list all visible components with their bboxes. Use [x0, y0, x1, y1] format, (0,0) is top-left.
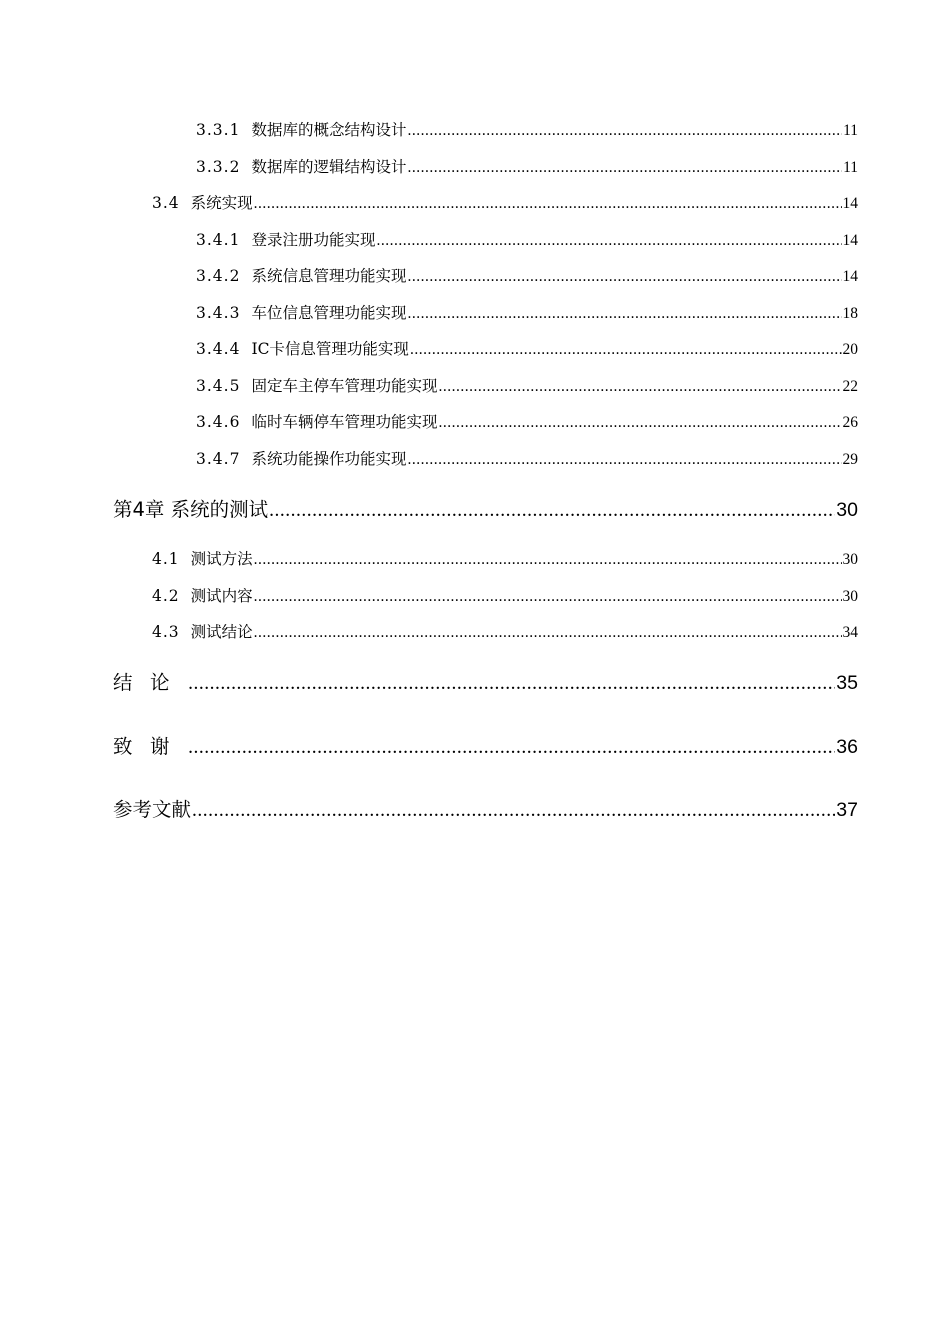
toc-entry-number: 3.4	[152, 194, 180, 212]
toc-entry-4-2[interactable]	[0, 584, 858, 606]
toc-entry-number: 3.4.2	[196, 267, 241, 285]
toc-dot-leader	[254, 195, 842, 213]
toc-dot-leader	[192, 800, 835, 822]
toc-entry-3-4-1[interactable]	[0, 228, 858, 250]
toc-entry-3-4-6[interactable]	[0, 410, 858, 432]
toc-entry-title: 固定车主停车管理功能实现	[251, 377, 438, 395]
toc-entry-number: 3.3.2	[196, 158, 241, 176]
toc-entry-3-4-7[interactable]	[0, 447, 858, 469]
toc-entry-3-4-4[interactable]	[0, 337, 858, 359]
toc-entry-conclusion[interactable]	[0, 667, 858, 695]
toc-entry-title: 结论	[113, 671, 188, 694]
toc-page-number: 11	[843, 122, 858, 139]
toc-entry-title: IC卡信息管理功能实现	[251, 340, 409, 358]
toc-entry-title: 系统信息管理功能实现	[251, 267, 407, 285]
toc-entry-number: 3.3.1	[196, 121, 241, 139]
toc-dot-leader	[407, 268, 841, 286]
toc-entry-4-3[interactable]	[0, 620, 858, 642]
toc-entry-number: 3.4.1	[196, 231, 241, 249]
toc-page-number: 14	[842, 268, 858, 285]
toc-dot-leader	[269, 500, 835, 522]
toc-page-number: 30	[836, 499, 858, 521]
toc-dot-leader	[254, 551, 842, 569]
toc-dot-leader	[438, 378, 841, 396]
toc-entry-number: 3.4.3	[196, 304, 241, 322]
toc-entry-title: 第4章 系统的测试	[113, 498, 269, 521]
toc-page-number: 34	[842, 624, 858, 641]
toc-entry-title: 数据库的逻辑结构设计	[251, 158, 407, 176]
toc-dot-leader	[254, 588, 842, 606]
toc-entry-title: 测试结论	[190, 623, 253, 641]
toc-dot-leader	[188, 673, 835, 695]
toc-entry-title: 致谢	[113, 735, 188, 758]
toc-entry-title: 系统功能操作功能实现	[251, 450, 407, 468]
toc-page-number: 26	[842, 414, 858, 431]
toc-entry-title: 车位信息管理功能实现	[251, 304, 407, 322]
toc-page-number: 18	[842, 305, 858, 322]
toc-entry-number: 3.4.7	[196, 450, 241, 468]
toc-dot-leader	[376, 232, 841, 250]
toc-entry-4-1[interactable]	[0, 547, 858, 569]
toc-page-number: 36	[836, 736, 858, 758]
toc-page-number: 20	[842, 341, 858, 358]
toc-entry-3-3-2[interactable]	[0, 155, 858, 177]
toc-entry-number: 4.2	[152, 587, 180, 605]
toc-dot-leader	[188, 737, 835, 759]
toc-entry-acknowledgements[interactable]	[0, 731, 858, 759]
toc-entry-3-4-3[interactable]	[0, 301, 858, 323]
toc-dot-leader	[410, 341, 842, 359]
toc-page-number: 29	[842, 451, 858, 468]
toc-dot-leader	[407, 451, 841, 469]
toc-page-number: 37	[836, 799, 858, 821]
toc-entry-title: 临时车辆停车管理功能实现	[251, 413, 438, 431]
toc-page-number: 22	[842, 378, 858, 395]
toc-dot-leader	[407, 122, 842, 140]
toc-entry-title: 参考文献	[113, 798, 192, 821]
toc-page-number: 14	[842, 195, 858, 212]
toc-page-number: 30	[842, 551, 858, 568]
toc-entry-number: 4.3	[152, 623, 180, 641]
toc-entry-number: 4.1	[152, 550, 180, 568]
toc-entry-title: 测试方法	[190, 550, 253, 568]
toc-dot-leader	[438, 414, 841, 432]
toc-entry-chapter-4[interactable]	[0, 494, 858, 522]
toc-page-number: 35	[836, 672, 858, 694]
toc-entry-number: 3.4.4	[196, 340, 241, 358]
toc-entry-3-4-2[interactable]	[0, 264, 858, 286]
toc-entry-number: 3.4.6	[196, 413, 241, 431]
toc-page-number: 14	[842, 232, 858, 249]
toc-dot-leader	[254, 624, 842, 642]
toc-entry-3-4-5[interactable]	[0, 374, 858, 396]
toc-entry-number: 3.4.5	[196, 377, 241, 395]
toc-entry-3-3-1[interactable]	[0, 118, 858, 140]
toc-page-number: 30	[842, 588, 858, 605]
toc-entry-references[interactable]	[0, 794, 858, 822]
toc-entry-3-4[interactable]	[0, 191, 858, 213]
toc-entry-title: 数据库的概念结构设计	[251, 121, 407, 139]
toc-dot-leader	[407, 305, 841, 323]
toc-entry-title: 测试内容	[190, 587, 253, 605]
toc-entry-title: 登录注册功能实现	[251, 231, 376, 249]
toc-page-number: 11	[843, 159, 858, 176]
toc-dot-leader	[407, 159, 842, 177]
toc-entry-title: 系统实现	[190, 194, 253, 212]
